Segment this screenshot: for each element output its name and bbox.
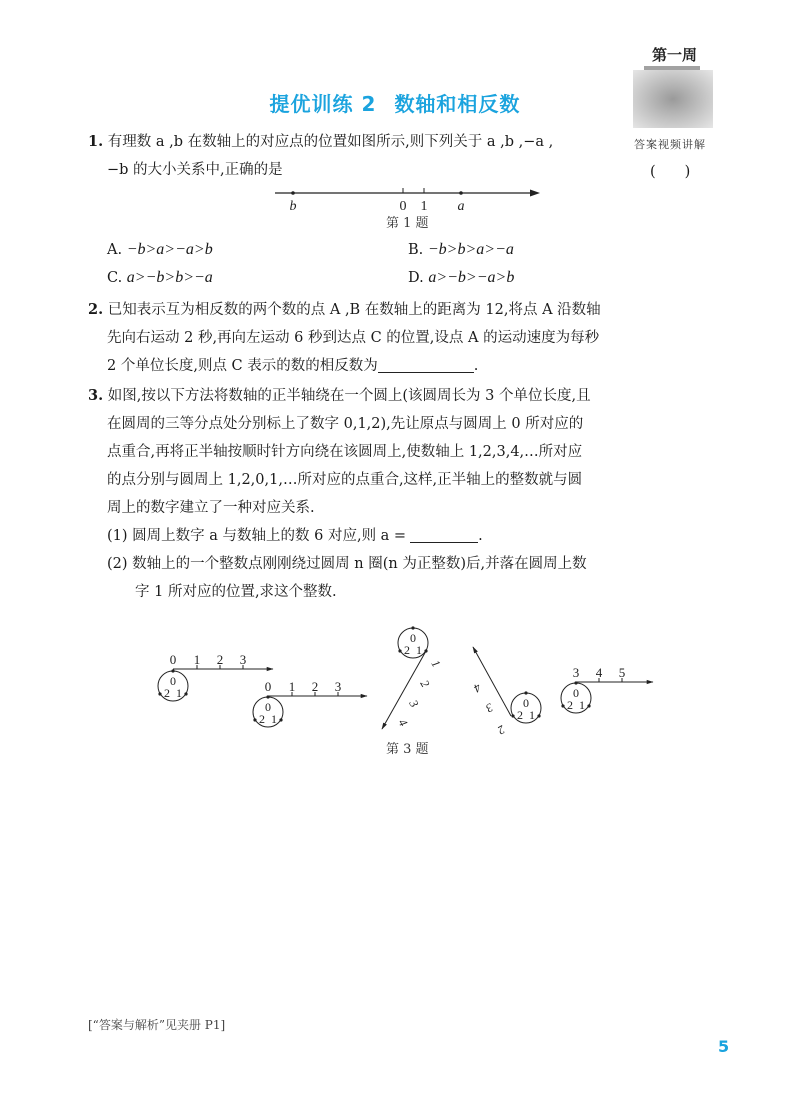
stage3-tick-label: 1	[428, 657, 444, 670]
title-part-1: 提优训练 2	[269, 92, 377, 116]
stage2-tick-label: 0	[264, 679, 272, 694]
q2-number: 2.	[88, 301, 104, 318]
circle-label-1: 1	[176, 686, 182, 700]
circle-label-1: 1	[416, 643, 422, 657]
q1-option-a[interactable]	[107, 240, 213, 260]
q3-stage-4	[471, 647, 541, 738]
q3-sub1-label: (1)	[107, 528, 128, 544]
q1-label-1: 1	[420, 199, 428, 214]
circle-dot	[171, 669, 174, 672]
page-number: 5	[718, 1037, 730, 1056]
q1-line-1	[88, 132, 553, 152]
q2-line-3	[107, 356, 478, 376]
q2-period: .	[473, 358, 479, 374]
q1-label-b: b	[289, 199, 297, 214]
circle-label-0: 0	[573, 686, 579, 700]
q1-label-0: 0	[399, 199, 407, 214]
q3-figure-caption: 第 3 题	[386, 742, 429, 757]
q3-line-1	[88, 386, 591, 406]
option-text: −b>b>a>−a	[427, 241, 514, 258]
q3-sub1-answer-blank[interactable]	[410, 542, 478, 543]
q3-figure	[150, 625, 670, 745]
stage4-tick-label: 3	[483, 700, 496, 716]
circle-dot	[587, 704, 590, 707]
q3-sub1-text: 圆周上数字 a 与数轴上的数 6 对应,则 a =	[132, 528, 407, 544]
circle-label-0: 0	[523, 696, 529, 710]
stage3-tick-label: 3	[406, 697, 422, 710]
q3-text-1: 如图,按以下方法将数轴的正半轴绕在一个圆上(该圆周长为 3 个单位长度,且	[107, 388, 591, 404]
option-key: C.	[107, 270, 123, 286]
circle-dot	[574, 681, 577, 684]
q2-text-2: 先向右运动 2 秒,再向左运动 6 秒到达点 C 的位置,设点 A 的运动速度为每秒	[107, 330, 600, 346]
option-key: B.	[408, 242, 424, 258]
q3-text-2: 在圆周的三等分点处分别标上了数字 0,1,2),先让原点与圆周上 0 所对应的	[107, 416, 584, 432]
circle-dot	[184, 692, 187, 695]
title-part-2: 数轴和相反数	[394, 92, 521, 116]
q3-stage-5	[561, 665, 653, 713]
q2-answer-blank[interactable]	[378, 372, 474, 373]
circle-dot	[266, 695, 269, 698]
q3-sub2-label: (2)	[107, 556, 128, 572]
q3-sub1	[107, 526, 483, 546]
q2-text-1: 已知表示互为相反数的两个数的点 A ,B 在数轴上的距离为 12,将点 A 沿数轴	[107, 302, 601, 318]
stage3-axis	[382, 651, 426, 729]
circle-label-0: 0	[265, 700, 271, 714]
q1-point-a	[459, 191, 463, 195]
q1-point-b	[291, 191, 295, 195]
circle-dot	[253, 718, 256, 721]
q2-text-3: 2 个单位长度,则点 C 表示的数的相反数为	[107, 358, 378, 374]
circle-dot	[411, 626, 414, 629]
option-text: −b>a>−a>b	[126, 241, 213, 258]
q3-number: 3.	[88, 387, 104, 404]
circle-label-0: 0	[170, 674, 176, 688]
q1-number: 1.	[88, 133, 104, 150]
stage1-tick-label: 1	[193, 652, 201, 667]
q3-sub1-period: .	[478, 528, 483, 544]
option-key: A.	[107, 242, 123, 258]
circle-label-0: 0	[410, 631, 416, 645]
stage5-tick-label: 5	[618, 665, 626, 680]
q2-line-1	[88, 300, 601, 320]
q1-figure-caption: 第 1 题	[386, 216, 429, 231]
stage4-tick-label: 4	[471, 680, 484, 696]
circle-dot	[279, 718, 282, 721]
q1-text-2: −b 的大小关系中,正确的是	[107, 162, 283, 178]
circle-dot	[524, 691, 527, 694]
q1-option-b[interactable]	[408, 240, 514, 260]
stage3-tick-label: 2	[417, 677, 433, 690]
q3-sub2-text-1: 数轴上的一个整数点刚刚绕过圆周 n 圈(n 为正整数)后,并落在圆周上数	[132, 556, 587, 572]
circle-label-2: 2	[164, 686, 170, 700]
q1-label-a: a	[457, 199, 465, 214]
stage2-tick-label: 3	[334, 679, 342, 694]
q3-stage-2	[253, 679, 367, 727]
stage4-tick-label: 2	[495, 722, 508, 738]
page-title	[0, 88, 790, 117]
q3-text-4: 的点分别与圆周上 1,2,0,1,…所对应的点重合,这样,正半轴上的整数就与圆	[107, 472, 583, 488]
answer-reference: [“答案与解析”见夹册 P1]	[88, 1018, 226, 1032]
q1-option-d[interactable]	[408, 268, 514, 288]
q3-text-5: 周上的数字建立了一种对应关系.	[107, 500, 315, 516]
circle-label-1: 1	[271, 712, 277, 726]
q1-axis-arrow	[530, 190, 540, 197]
option-text: a>−b>−a>b	[428, 269, 515, 286]
stage3-tick-label: 4	[395, 716, 411, 729]
q3-sub2	[107, 554, 587, 574]
stage1-tick-label: 0	[169, 652, 177, 667]
q1-option-c[interactable]	[107, 268, 213, 288]
stage5-tick-label: 4	[595, 665, 603, 680]
q1-answer-paren[interactable]: ( )	[650, 164, 691, 180]
qr-caption: 答案视频讲解	[634, 138, 706, 151]
circle-dot	[537, 714, 540, 717]
stage1-tick-label: 2	[216, 652, 224, 667]
circle-dot	[398, 649, 401, 652]
q3-stage-1	[158, 652, 273, 701]
option-text: a>−b>b>−a	[126, 269, 213, 286]
q3-sub2-text-2: 字 1 所对应的位置,求这个整数.	[135, 584, 337, 600]
option-key: D.	[408, 270, 424, 286]
circle-dot	[511, 714, 514, 717]
circle-label-1: 1	[579, 698, 585, 712]
circle-label-2: 2	[259, 712, 265, 726]
q3-text-3: 点重合,再将正半轴按顺时针方向绕在该圆周上,使数轴上 1,2,3,4,…所对应	[107, 444, 583, 460]
stage5-tick-label: 3	[572, 665, 580, 680]
stage2-tick-label: 2	[311, 679, 319, 694]
stage2-tick-label: 1	[288, 679, 296, 694]
q1-text-1: 有理数 a ,b 在数轴上的对应点的位置如图所示,则下列关于 a ,b ,−a ,	[107, 134, 554, 150]
circle-dot	[561, 704, 564, 707]
circle-label-1: 1	[529, 708, 535, 722]
circle-dot	[158, 692, 161, 695]
circle-label-2: 2	[567, 698, 573, 712]
circle-label-2: 2	[517, 708, 523, 722]
stage1-tick-label: 3	[239, 652, 247, 667]
circle-label-2: 2	[404, 643, 410, 657]
week-label: 第一周	[652, 46, 698, 64]
q3-stage-3	[382, 626, 444, 729]
